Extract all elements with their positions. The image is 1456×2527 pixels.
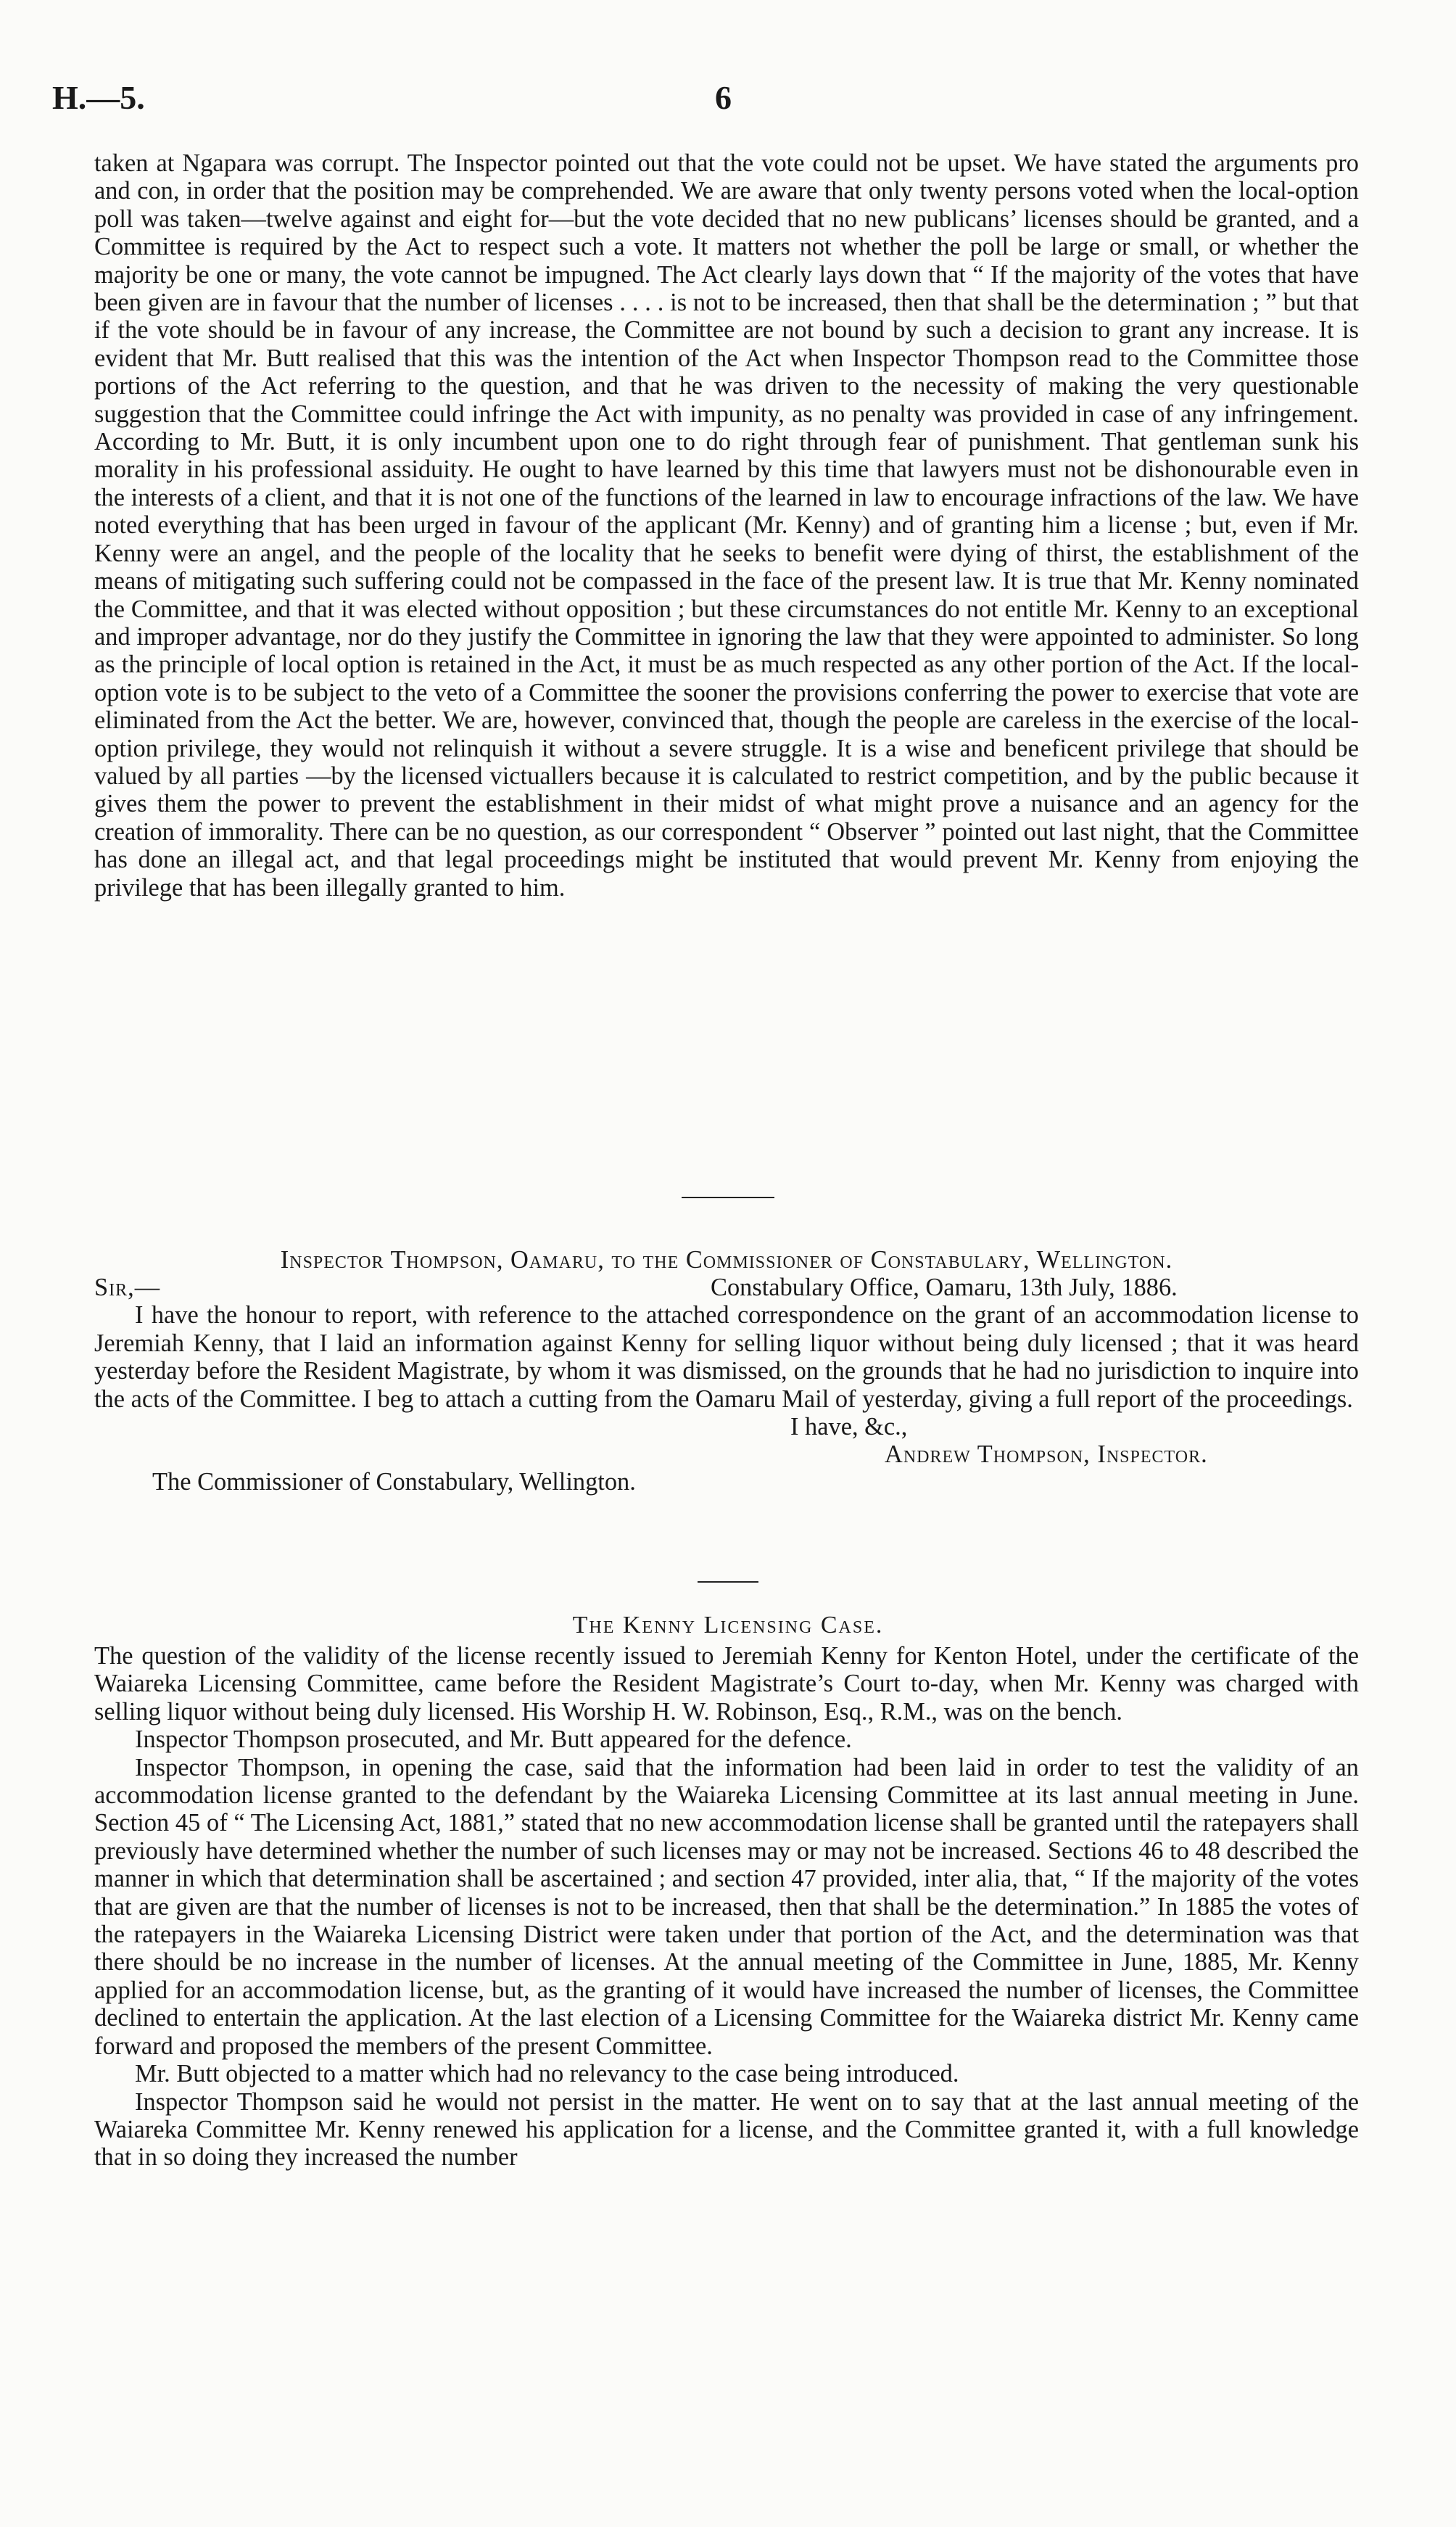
intro-paragraph: taken at Ngapara was corrupt. The Inspector pointed out that the vote could not be upset. We have stated the arguments pro and con, in order that the position may be comprehended. We are aware that only twenty persons voted when the local-option poll was taken—twelve against and eight for—but the vote decided that no new publicans’ licenses should be granted, and a Committee is required by the Act to respect such a vote. It matters not whether the poll be large or small, or whether the majority be one or many, the vote cannot be impugned. The Act clearly lays down that “ If the majority of the votes that have been given are in favour that the number of licenses . . . . is not to be increased, then that shall be the determination ; ” but that if the vote should be in favour of any increase, the Committee are not bound by such a decision to grant any increase. It is evident that Mr. Butt realised that this was the intention of the Act when Inspector Thompson read to the Committee those portions of the Act referring to the question, and that he was driven to the necessity of making the very questionable suggestion that the Committee could infringe the Act with impunity, as no penalty was provided in case of any infringement. According to Mr. Butt, it is only incumbent upon one to do right through fear of punishment. That gentleman sunk his morality in his professional assiduity. He ought to have learned by this time that lawyers must not be dishonourable even in the interests of a client, and that it is not one of the functions of the learned in law to encourage infractions of the law. We have noted everything that has been urged in favour of the applicant (Mr. Kenny) and of granting him a license ; but, even if Mr. Kenny were an angel, and the people of the locality that he seeks to benefit were dying of thirst, the establishment of the means of mitigating such suffering could not be compassed in the face of the present law. It is true that Mr. Kenny nominated the Committee, and that it was elected without opposition ; but these circumstances do not entitle Mr. Kenny to an exceptional and improper advantage, nor do they justify the Committee in ignoring the law that they were appointed to administer. So long as the principle of local option is retained in the Act, it must be as much respected as any other portion of the Act. If the local-option vote is to be subject to the veto of a Committee the sooner the provisions conferring the power to exercise that vote are eliminated from the Act the better. We are, however, convinced that, though the people are careless in the exercise of the local-option privilege, they would not relinquish it without a severe struggle. It is a wise and beneficent privilege that should be valued by all parties —by the licensed victuallers because it is calculated to restrict competition, and by the public because it gives them the power to prevent the establishment in their midst of what might prove a nuisance and an agency for the creation of immorality. There can be no question, as our correspondent “ Observer ” pointed out last night, that the Committee has done an illegal act, and that legal proceedings might be instituted that would prevent Mr. Kenny from enjoying the privilege that has been illegally granted to him. — [94, 149, 1359, 902]
letter-salutation: Sir,— — [94, 1274, 161, 1302]
case-title: The Kenny Licensing Case. — [572, 1612, 884, 1638]
section-divider — [698, 1581, 758, 1583]
letter-heading: Inspector Thompson, Oamaru, to the Commissioner of Constabulary, Wellington. — [280, 1246, 1173, 1274]
section-divider — [682, 1197, 774, 1198]
case-paragraph: The question of the validity of the license recently issued to Jeremiah Kenny for Kenton Hotel, under the certificate of the Waiareka Licensing Committee, came before the Resident Magistrate’s Court to-day, when Mr. Kenny was charged with selling liquor without being duly licensed. His Worship H. W. Robinson, Esq., R.M., was on the bench. — [94, 1642, 1359, 1726]
addressee-line — [94, 1468, 1359, 1496]
case-paragraph: Inspector Thompson said he would not persist in the matter. He went on to say that at the last annual meeting of the Waiareka Committee Mr. Kenny renewed his application for a license, and the Committee granted it, with a full knowledge that in so doing they increased the number — [94, 2087, 1359, 2172]
letter-address-date: Constabulary Office, Oamaru, 13th July, 1886. — [711, 1274, 1178, 1302]
salutation-line — [94, 1274, 1359, 1301]
signature-line — [94, 1440, 1359, 1468]
page-number: 6 — [715, 79, 732, 116]
letter-closing: I have, &c., — [790, 1413, 908, 1441]
newspaper-extract — [94, 149, 1359, 902]
closing-line — [94, 1413, 1359, 1440]
case-report — [94, 1642, 1359, 2172]
document-reference: H.—5. — [52, 79, 145, 116]
inspector-letter — [94, 1246, 1359, 1496]
letter-addressee: The Commissioner of Constabulary, Wellington. — [152, 1468, 636, 1496]
letter-body: I have the honour to report, with reference to the attached correspondence on the grant of an accommodation license to Jeremiah Kenny, that I laid an information against Kenny for selling liquor without being duly licensed ; that it was heard yesterday before the Resident Magistrate, by whom it was dismissed, on the grounds that he had no jurisdiction to inquire into the acts of the Committee. I beg to attach a cutting from the Oamaru Mail of yesterday, giving a full report of the proceedings. — [94, 1301, 1359, 1413]
letter-signature: Andrew Thompson, Inspector. — [885, 1440, 1208, 1469]
case-paragraph: Inspector Thompson, in opening the case, said that the information had been laid in order to test the validity of an accommodation license granted to the defendant by the Waiareka Licensing Committee at its last annual meeting in June. Section 45 of “ The Licensing Act, 1881,” stated that no new accommodation license shall be granted until the ratepayers shall previously have determined whether the number of such licenses may or may not be increased. Sections 46 to 48 described the manner in which that determination shall be ascertained ; and section 47 provided, inter alia, that, “ If the majority of the votes that are given are that the number of licenses is not to be increased, then that shall be the determination.” In 1885 the votes of the ratepayers in the Waiareka Licensing District were taken under that portion of the Act, and the determination was that there should be no increase in the number of licenses. At the annual meeting of the Committee in June, 1885, Mr. Kenny applied for an accommodation license, but, as the granting of it would have increased the number of licenses, the Committee declined to entertain the application. At the last election of a Licensing Committee for the Waiareka district Mr. Kenny came forward and proposed the members of the present Committee. — [94, 1753, 1359, 2060]
case-paragraph: Inspector Thompson prosecuted, and Mr. Butt appeared for the defence. — [135, 1726, 852, 1754]
case-paragraph: Mr. Butt objected to a matter which had no relevancy to the case being introduced. — [135, 2060, 959, 2088]
